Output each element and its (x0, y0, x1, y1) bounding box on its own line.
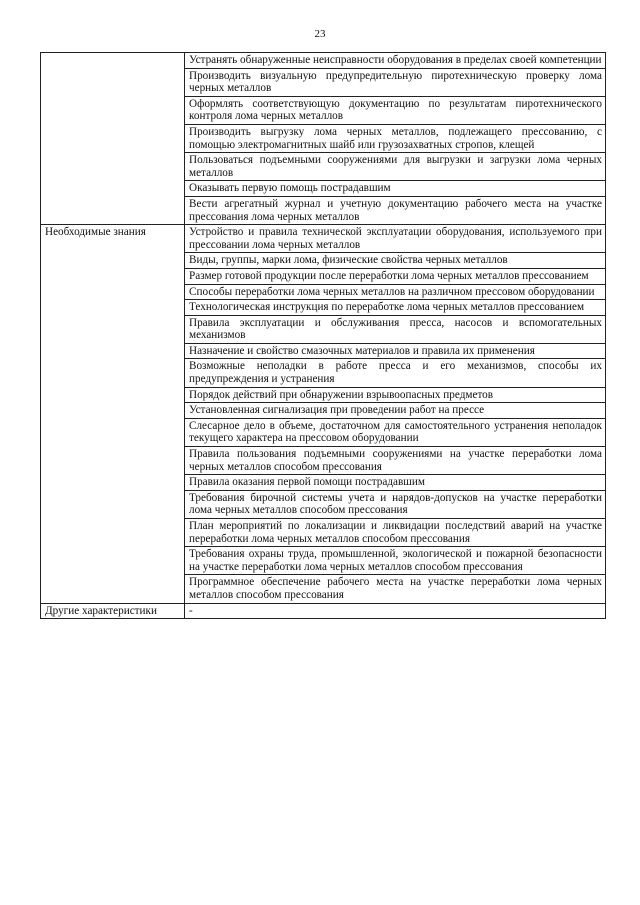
page-number: 23 (314, 28, 326, 40)
knowledge-cell: Программное обеспечение рабочего места на участке переработки лома черных металлов способом прессования (185, 575, 606, 603)
knowledge-cell: Установленная сигнализация при проведении работ на прессе (185, 403, 606, 419)
knowledge-cell: Назначение и свойство смазочных материалов и правила их применения (185, 343, 606, 359)
skill-cell: Оформлять соответствующую документацию по результатам пиротехнического контроля лома черных металлов (185, 96, 606, 124)
knowledge-cell: Размер готовой продукции после переработки лома черных металлов прессованием (185, 268, 606, 284)
table-row (41, 225, 606, 253)
skill-cell: Производить визуальную предупредительную пиротехническую проверку лома черных металлов (185, 68, 606, 96)
other-label: Другие характеристики (41, 603, 185, 619)
knowledge-cell: Слесарное дело в объеме, достаточном для самостоятельного устранения неполадок текущего характера на прессовом оборудовании (185, 418, 606, 446)
skill-cell: Производить выгрузку лома черных металлов, подлежащего прессованию, с помощью электромагнитных шайб или грузозахватных стропов, клещей (185, 124, 606, 152)
empty-label-cell (41, 53, 185, 225)
skill-cell: Пользоваться подъемными сооружениями для выгрузки и загрузки лома черных металлов (185, 153, 606, 181)
knowledge-cell: Порядок действий при обнаружении взрывоопасных предметов (185, 387, 606, 403)
knowledge-cell: Правила пользования подъемными сооружениями на участке переработки лома черных металлов способом прессования (185, 447, 606, 475)
skill-cell: Вести агрегатный журнал и учетную документацию рабочего места на участке прессования лома черных металлов (185, 196, 606, 224)
knowledge-cell: Возможные неполадки в работе пресса и его механизмов, способы их предупреждения и устранения (185, 359, 606, 387)
other-value: - (185, 603, 606, 619)
skill-cell: Устранять обнаруженные неисправности оборудования в пределах своей компетенции (185, 53, 606, 69)
requirements-table (40, 52, 606, 619)
knowledge-cell: Устройство и правила технической эксплуатации оборудования, используемого при прессовании лома черных металлов (185, 225, 606, 253)
knowledge-cell: Технологическая инструкция по переработке лома черных металлов прессованием (185, 300, 606, 316)
table-row (41, 53, 606, 69)
knowledge-cell: Способы переработки лома черных металлов на различном прессовом оборудовании (185, 284, 606, 300)
knowledge-cell: Правила оказания первой помощи пострадавшим (185, 475, 606, 491)
knowledge-cell: Требования охраны труда, промышленной, экологической и пожарной безопасности на участке переработки лома черных металлов способом прессования (185, 547, 606, 575)
knowledge-cell: Правила эксплуатации и обслуживания пресса, насосов и вспомогательных механизмов (185, 315, 606, 343)
knowledge-cell: План мероприятий по локализации и ликвидации последствий аварий на участке переработки лома черных металлов способом прессования (185, 519, 606, 547)
knowledge-label: Необходимые знания (41, 225, 185, 603)
table-row (41, 603, 606, 619)
skill-cell: Оказывать первую помощь пострадавшим (185, 181, 606, 197)
knowledge-cell: Виды, группы, марки лома, физические свойства черных металлов (185, 253, 606, 269)
knowledge-cell: Требования бирочной системы учета и нарядов-допусков на участке переработки лома черных металлов способом прессования (185, 490, 606, 518)
